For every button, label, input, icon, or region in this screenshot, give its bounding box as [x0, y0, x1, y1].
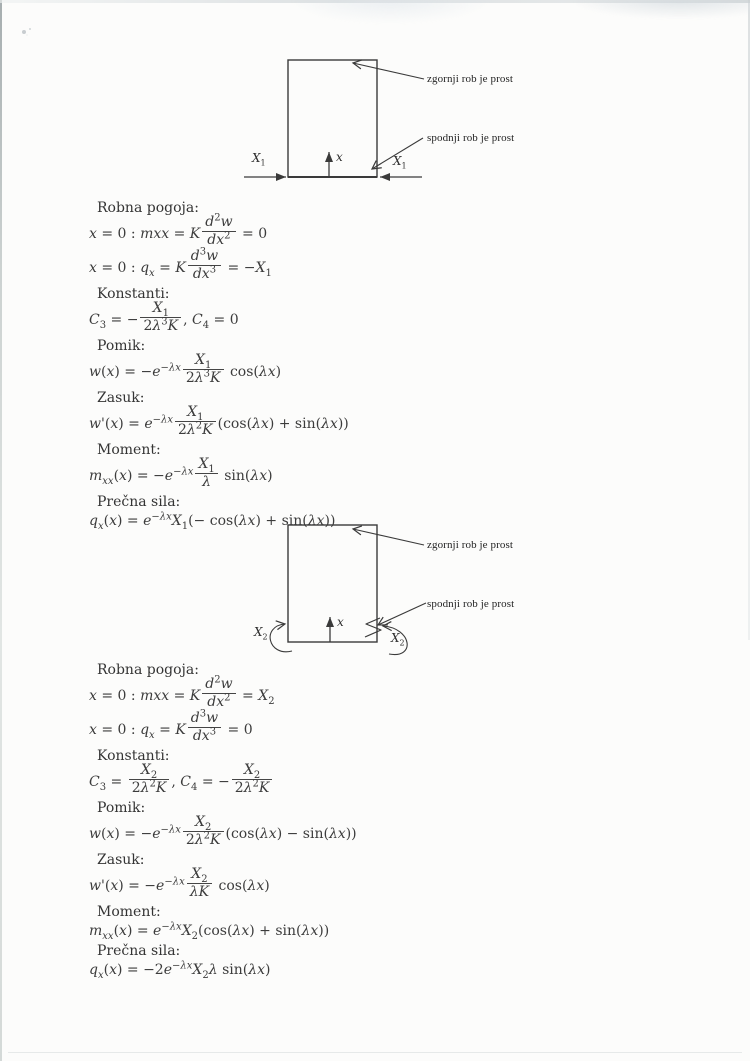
equation-moment-bc-1: x = 0 : mxx = K $\frac{d^2w}{dx^2}$ = 0	[89, 212, 268, 248]
equation-shear-force-2: $q_x(x) = -2e^{-\lambda x}X_2\lambda$ sin(λx)	[89, 960, 271, 981]
heading-boundary-conditions-1: Robna pogoja:	[97, 200, 199, 216]
scan-smudge	[575, 0, 750, 18]
diagram-strip-force	[240, 50, 530, 208]
moment-arrow-left	[270, 624, 292, 652]
scan-edge-bottom	[8, 1052, 742, 1053]
heading-displacement-1: Pomik:	[97, 338, 146, 354]
heading-rotation-2: Zasuk:	[97, 852, 145, 868]
force-symbol-right: $X_1$	[393, 154, 407, 171]
equation-moment-1: $m_{xx}(x) = -e^{-\lambda x}$ $\frac{X_1}{\lambda}$ sin(λx)	[89, 456, 273, 490]
heading-displacement-2: Pomik:	[97, 800, 146, 816]
label-top-edge-free: zgornji rob je prost	[427, 73, 514, 85]
label-bottom-edge-free: spodnji rob je prost	[427, 132, 515, 144]
equation-rotation-1: $w'(x) = e^{-\lambda x}$ $\frac{X_1}{2\lambda^2K}$ (cos(λx) + sin(λx))	[89, 404, 349, 438]
equation-shear-force-1: $q_x(x) = e^{-\lambda x}X_1(- \cos(\lambda x) + \sin(\lambda x))$	[89, 511, 336, 532]
scan-edge-left	[0, 0, 2, 1061]
heading-constants-1: Konstanti:	[97, 286, 170, 302]
plate-outline	[288, 525, 377, 642]
arrow-top-edge-annotation	[353, 529, 424, 545]
arrow-bottom-edge-annotation	[378, 603, 426, 625]
corner-zigzag-mark	[365, 618, 381, 637]
equation-displacement-1: $w(x) = -e^{-\lambda x}$ $\frac{X_1}{2\lambda^3K}$ cos(λx)	[89, 352, 282, 386]
equation-rotation-2: $w'(x) = -e^{-\lambda x}$ $\frac{X_2}{\lambda K}$ cos(λx)	[89, 866, 270, 900]
equation-shear-bc-1: x = 0 : $q_x = K$ $\frac{d^3w}{dx^3}$ = $-X_1$	[89, 246, 272, 282]
equation-constants-2: $C_3$ = $\frac{X_2}{2\lambda^2K}$ , $C_4$ = − $\frac{X_2}{2\lambda^2K}$	[89, 765, 649, 798]
label-top-edge-free: zgornji rob je prost	[427, 539, 514, 551]
scan-smudge	[288, 0, 493, 24]
heading-shear-force-1: Prečna sila:	[97, 494, 181, 510]
equation-moment-2: $m_{xx}(x) = e^{-\lambda x}X_2(\cos(\lambda x) + \sin(\lambda x))$	[89, 921, 330, 942]
scan-edge-top	[0, 0, 750, 3]
equation-shear-bc-2: x = 0 : $q_x = K$ $\frac{d^3w}{dx^3}$ = 0	[89, 708, 253, 744]
force-symbol-left: $X_1$	[252, 151, 266, 168]
label-bottom-edge-free: spodnji rob je prost	[427, 598, 515, 610]
formula-block-2	[89, 660, 649, 981]
heading-boundary-conditions-2: Robna pogoja:	[97, 662, 199, 678]
axis-symbol: x	[336, 150, 343, 164]
plate-outline	[288, 60, 377, 177]
pencil-smudge	[22, 30, 26, 34]
heading-constants-2: Konstanti:	[97, 748, 170, 764]
moment-symbol-right: $X_2$	[391, 631, 405, 648]
moment-symbol-left: $X_2$	[254, 625, 268, 642]
equation-constants-1: $C_3$ = − $\frac{X_1}{2\lambda^3K}$ , $C_4 = 0$	[89, 300, 239, 334]
equation-displacement-2: $w(x) = -e^{-\lambda x}$ $\frac{X_2}{2\lambda^2K}$ (cos(λx) − sin(λx))	[89, 814, 357, 848]
heading-shear-force-2: Prečna sila:	[97, 943, 181, 959]
heading-moment-2: Moment:	[97, 904, 161, 920]
equation-moment-bc-2: x = 0 : mxx = K $\frac{d^2w}{dx^2}$ = $X_2$	[89, 674, 275, 710]
arrow-top-edge-annotation	[353, 63, 424, 79]
axis-symbol: x	[337, 615, 344, 629]
diagram-strip-moment	[240, 515, 530, 673]
heading-moment-1: Moment:	[97, 442, 161, 458]
formula-block-1	[89, 198, 649, 532]
heading-rotation-1: Zasuk:	[97, 390, 145, 406]
